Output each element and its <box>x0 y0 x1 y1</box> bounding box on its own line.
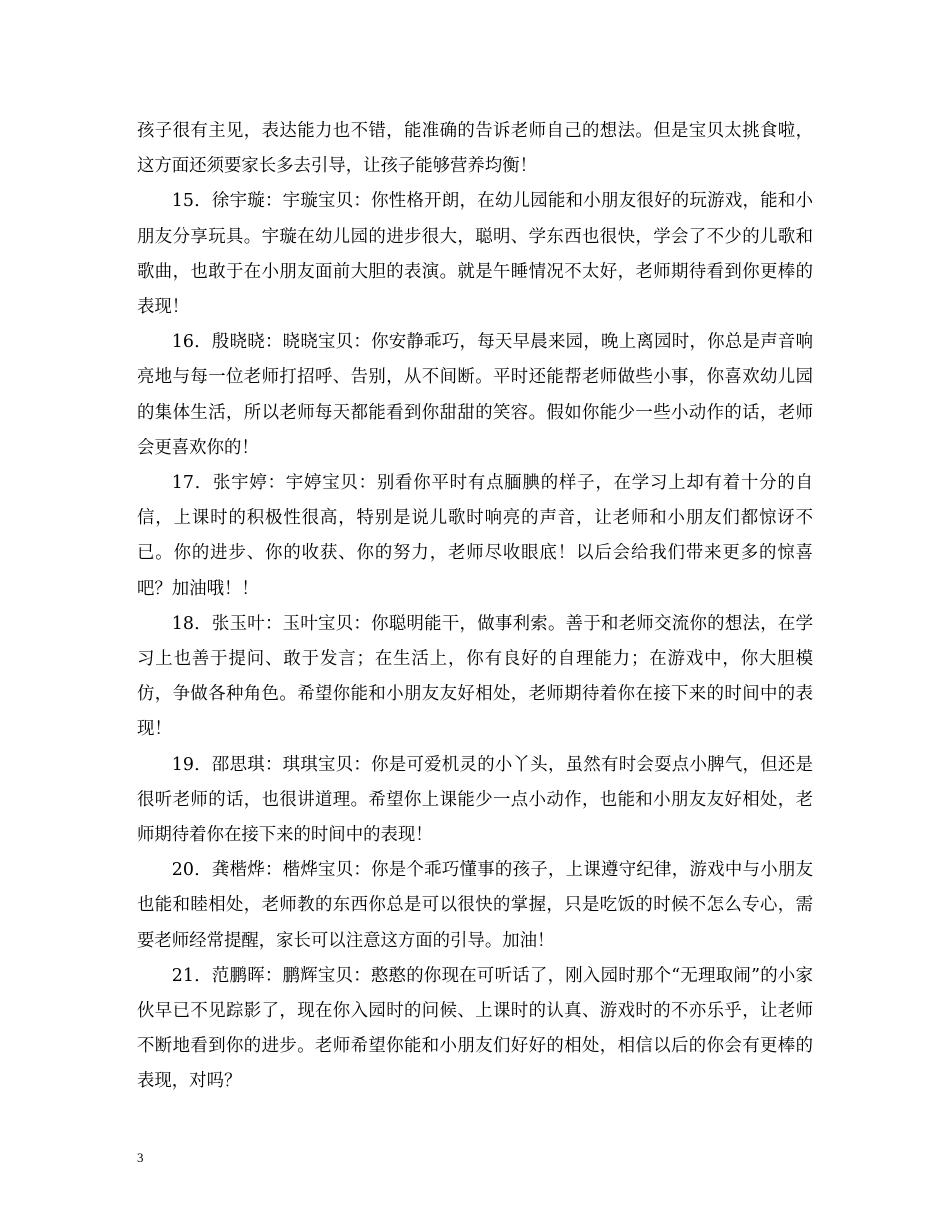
paragraph-item-21: 21．范鹏晖：鹏辉宝贝：憨憨的你现在可听话了，刚入园时那个“无理取闹”的小家伙早已不见踪影了，现在你入园时的问候、上课时的认真、游戏时的不亦乐乎，让老师不断地看到你的进步。老师希望你能和小朋友们好好的相处，相信以后的你会有更棒的表现，对吗？ <box>137 965 813 1092</box>
paragraph-item-16: 16．殷晓晓：晓晓宝贝：你安静乖巧，每天早晨来园，晚上离园时，你总是声音响亮地与每一位老师打招呼、告别，从不间断。平时还能帮老师做些小事，你喜欢幼儿园的集体生活，所以老师每天都能看到你甜甜的笑容。假如你能少一些小动作的话，老师会更喜欢你的！ <box>137 332 813 458</box>
paragraph-item-20: 20．龚楷烨：楷烨宝贝：你是个乖巧懂事的孩子，上课遵守纪律，游戏中与小朋友也能和睦相处，老师教的东西你总是可以很快的掌握，只是吃饭的时候不怎么专心，需要老师经常提醒，家长可以注意这方面的引导。加油！ <box>137 860 813 951</box>
paragraph-continuation: 孩子很有主见，表达能力也不错，能准确的告诉老师自己的想法。但是宝贝太挑食啦，这方面还须要家长多去引导，让孩子能够营养均衡！ <box>137 121 813 177</box>
paragraph-item-15: 15．徐宇璇：宇璇宝贝：你性格开朗，在幼儿园能和小朋友很好的玩游戏，能和小朋友分享玩具。宇璇在幼儿园的进步很大，聪明、学东西也很快，学会了不少的儿歌和歌曲，也敢于在小朋友面前大胆的表演。就是午睡情况不太好，老师期待看到你更棒的表现！ <box>137 191 813 318</box>
document-body <box>137 114 813 1100</box>
paragraph-item-18: 18．张玉叶：玉叶宝贝：你聪明能干，做事利索。善于和老师交流你的想法，在学习上也善于提问、敢于发言；在生活上，你有良好的自理能力；在游戏中，你大胆模仿，争做各种角色。希望你能和小朋友友好相处，老师期待着你在接下来的时间中的表现！ <box>137 613 813 740</box>
paragraph-item-17: 17．张宇婷：宇婷宝贝：别看你平时有点腼腆的样子，在学习上却有着十分的自信，上课时的积极性很高，特别是说儿歌时响亮的声音，让老师和小朋友们都惊讶不已。你的进步、你的收获、你的努力，老师尽收眼底！以后会给我们带来更多的惊喜吧？加油哦！！ <box>137 473 813 599</box>
paragraph-item-19: 19．邵思琪：琪琪宝贝：你是可爱机灵的小丫头，虽然有时会耍点小脾气，但还是很听老师的话，也很讲道理。希望你上课能少一点小动作，也能和小朋友友好相处，老师期待着你在接下来的时间中的表现！ <box>137 754 813 846</box>
page-number: 3 <box>137 1150 144 1165</box>
